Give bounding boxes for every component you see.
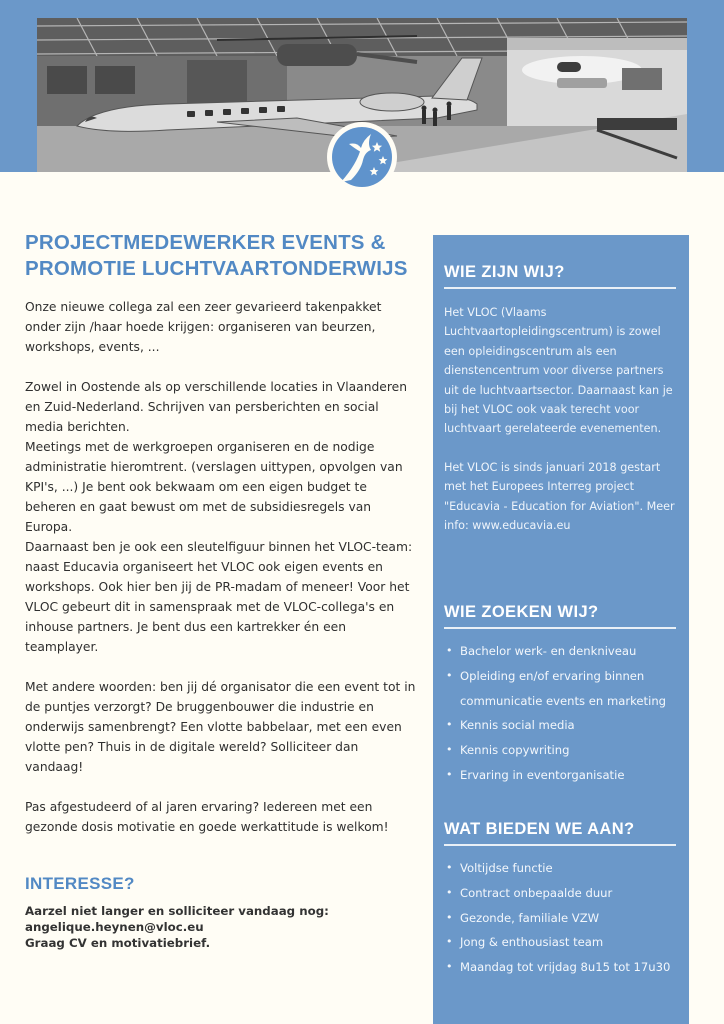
divider bbox=[444, 287, 676, 289]
intro-paragraph-1: Onze nieuwe collega zal een zeer gevarieerd takenpakket onder zijn /haar hoede krijgen: organiseren van beurzen, workshops, events, ... bbox=[25, 300, 382, 354]
offer-section bbox=[444, 820, 676, 980]
contact-email[interactable]: angelique.heynen@vloc.eu bbox=[25, 920, 204, 934]
list-item-text: Ervaring in eventorganisatie bbox=[460, 767, 625, 782]
intro-paragraph-3: Met andere woorden: ben jij dé organisator die een event tot in de puntjes verzorgt? De bruggenbouwer die industrie en onderwijs samenbrengt? Een vlotte babbelaar, met een even vlotte pen? Thuis in de digitale wereld? Solliciteer dan vandaag! bbox=[25, 680, 416, 774]
bullet-icon: • bbox=[446, 935, 453, 949]
interest-body bbox=[25, 903, 415, 951]
job-description bbox=[25, 297, 417, 857]
list-item-text: Kennis copywriting bbox=[460, 743, 570, 758]
list-item-text: Opleiding en/of ervaring binnen communicatie events en marketing bbox=[460, 668, 667, 708]
bullet-icon: • bbox=[446, 743, 453, 757]
seek-heading: WIE ZOEKEN WIJ? bbox=[444, 603, 599, 621]
list-item bbox=[444, 955, 676, 980]
intro-paragraph-4: Pas afgestudeerd of al jaren ervaring? Iedereen met een gezonde dosis motivatie en goede werkattitude is welkom! bbox=[25, 800, 389, 834]
who-paragraph-1: Het VLOC (Vlaams Luchtvaartopleidingscentrum) is zowel een opleidingscentrum als een dienstencentrum voor diverse partners uit de luchtvaartsector. Daarnaast kan je bij het VLOC ook vaak terecht voor luchtvaart gerelateerde evenementen. bbox=[444, 306, 673, 436]
list-item bbox=[444, 930, 676, 955]
list-item-text: Bachelor werk- en denkniveau bbox=[460, 644, 637, 658]
divider bbox=[444, 844, 676, 846]
bullet-icon: • bbox=[446, 767, 453, 781]
bird-stars-icon bbox=[327, 122, 397, 192]
list-item bbox=[444, 881, 676, 906]
interest-line-1: Aarzel niet langer en solliciteer vandaag nog: bbox=[25, 904, 329, 918]
bullet-icon: • bbox=[446, 960, 453, 974]
interest-line-3: Graag CV en motivatiebrief. bbox=[25, 936, 211, 950]
seek-section bbox=[444, 603, 676, 788]
intro-paragraph-2: Zowel in Oostende als op verschillende locaties in Vlaanderen en Zuid-Nederland. Schrijven van persberichten en social media berichten. Meetings met de werkgroepen organiseren en de nodige administratie hieromtrent. (verslagen uittypen, opvolgen van KPI's, ...) Je bent ook bekwaam om een eigen budget te beheren en gaat bewust om met de subsidiesregels van Europa. Daarnaast ben je ook een sleutelfiguur binnen het VLOC-team: naast Educavia organiseert het VLOC ook eigen events en workshops. Ook hier ben jij de PR-madam of meneer! Voor het VLOC gebeurt dit in samenspraak met de VLOC-collega's en inhouse partners. Je bent dus een kartrekker én een teamplayer. bbox=[25, 380, 413, 654]
who-paragraph-2: Het VLOC is sinds januari 2018 gestart met het Europees Interreg project "Educavia - Education for Aviation". Meer info: www.educavia.eu bbox=[444, 460, 675, 533]
list-item-text: Gezonde, familiale VZW bbox=[460, 910, 600, 925]
list-item bbox=[444, 713, 676, 738]
bullet-icon: • bbox=[446, 910, 453, 924]
list-item-text: Contract onbepaalde duur bbox=[460, 885, 613, 900]
bullet-icon: • bbox=[446, 668, 453, 682]
list-item-text: Voltijdse functie bbox=[460, 861, 553, 875]
list-item-text: Maandag tot vrijdag 8u15 tot 17u30 bbox=[460, 960, 671, 975]
seek-list bbox=[444, 639, 676, 788]
list-item-text: Kennis social media bbox=[460, 718, 575, 733]
list-item bbox=[444, 639, 676, 664]
who-section bbox=[444, 263, 676, 535]
who-heading: WIE ZIJN WIJ? bbox=[444, 263, 565, 281]
list-item bbox=[444, 906, 676, 931]
bullet-icon: • bbox=[446, 644, 453, 657]
offer-heading: WAT BIEDEN WE AAN? bbox=[444, 820, 635, 838]
vloc-logo bbox=[327, 122, 397, 192]
info-panel bbox=[433, 235, 689, 1024]
divider bbox=[444, 627, 676, 629]
bullet-icon: • bbox=[446, 718, 453, 732]
list-item bbox=[444, 664, 676, 714]
list-item bbox=[444, 856, 676, 881]
offer-list bbox=[444, 856, 676, 980]
bullet-icon: • bbox=[446, 861, 453, 874]
list-item bbox=[444, 763, 676, 788]
list-item-text: Jong & enthousiast team bbox=[460, 935, 604, 950]
page-title: PROJECTMEDEWERKER EVENTS & PROMOTIE LUCHTVAARTONDERWIJS bbox=[25, 231, 408, 280]
list-item bbox=[444, 738, 676, 763]
bullet-icon: • bbox=[446, 885, 453, 899]
interest-heading: INTERESSE? bbox=[25, 874, 135, 893]
